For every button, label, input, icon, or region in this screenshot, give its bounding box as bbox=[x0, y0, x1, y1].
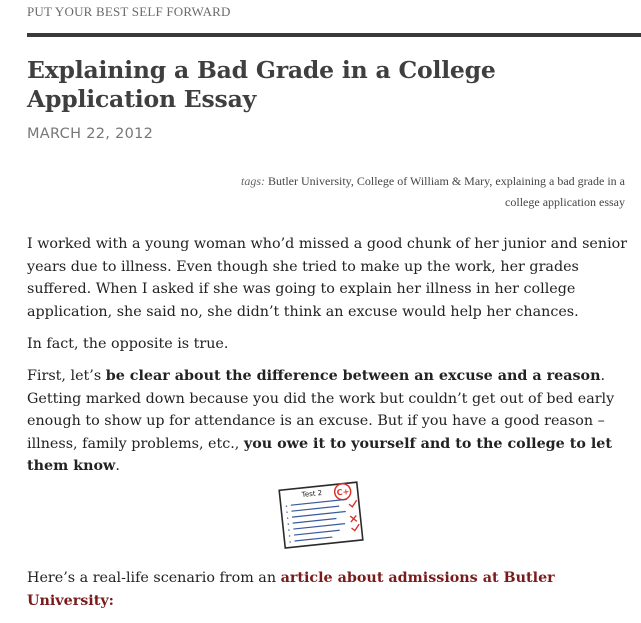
paragraph-scenario bbox=[27, 567, 639, 612]
tag-link-butler[interactable]: Butler University, bbox=[268, 174, 354, 188]
butler-article-link[interactable]: article about admissions at Butler University: bbox=[27, 570, 555, 609]
p3-text-b: . Getting marked down because you did the work but couldn’t get out of bed early enough to show up for attendance is an excuse. But if you have a good reason – illness, family problems, etc., bbox=[27, 368, 615, 452]
paper-title: Test 2 bbox=[301, 488, 323, 499]
p3-bold-b: you owe it to yourself and to the college to let them know bbox=[27, 435, 612, 474]
post-date: MARCH 22, 2012 bbox=[27, 126, 154, 142]
tags-label: tags: bbox=[241, 174, 265, 188]
tag-link-bad-grade[interactable]: explaining a bad grade in a college application essay bbox=[495, 174, 625, 209]
test-paper-icon bbox=[274, 480, 370, 550]
p4-text: Here’s a real-life scenario from an bbox=[27, 570, 281, 586]
header-rule bbox=[27, 33, 641, 37]
paragraph-intro: I worked with a young woman who’d missed a good chunk of her junior and senior years due to illness. Even though she tried to make up the work, her grades suffered. When I asked if she was going to explain her illness in her college application, she said no, she didn’t think an excuse would help her chances. bbox=[27, 236, 628, 320]
paragraph-excuse-vs-reason bbox=[27, 365, 639, 478]
post-title: Explaining a Bad Grade in a College Application Essay bbox=[27, 56, 496, 113]
post-tags bbox=[215, 171, 625, 213]
p3-bold-a: be clear about the difference between an excuse and a reason bbox=[105, 368, 601, 384]
graded-test-illustration bbox=[274, 480, 370, 550]
p3-text-c: . bbox=[115, 458, 120, 474]
paragraph-opposite: In fact, the opposite is true. bbox=[27, 336, 229, 352]
p3-text-a: First, let’s bbox=[27, 368, 106, 384]
tag-link-william-mary[interactable]: College of William & Mary, bbox=[356, 174, 493, 188]
paper-grade: C+ bbox=[336, 487, 350, 498]
category-label[interactable]: PUT YOUR BEST SELF FORWARD bbox=[27, 4, 231, 19]
